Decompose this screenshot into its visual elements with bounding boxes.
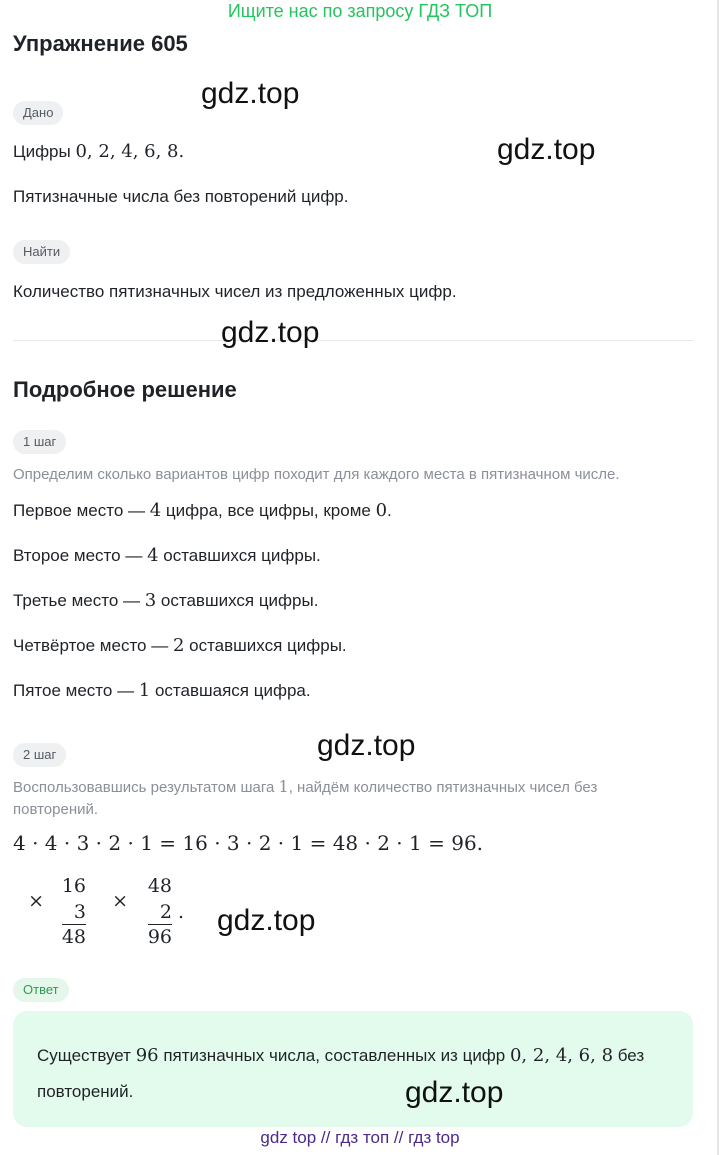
answer-part: без повторений. — [37, 1046, 645, 1101]
product: 48 — [61, 926, 86, 948]
line-text: . — [387, 501, 392, 520]
line-text: оставшихся цифры. — [156, 591, 319, 610]
line-number: 3 — [144, 590, 157, 611]
answer-number: 96 — [135, 1045, 159, 1066]
given-condition: Пятизначные числа без повторений цифр. — [13, 187, 349, 206]
multiplicand: 16 — [61, 875, 86, 897]
find-badge: Найти — [13, 240, 70, 264]
multiplicand: 48 — [147, 875, 172, 897]
product: 96 — [147, 926, 172, 948]
given-badge: Дано — [13, 101, 63, 125]
step1-line — [13, 589, 318, 613]
line-number: 0 — [375, 500, 388, 521]
step2-section — [13, 743, 66, 767]
given-digits — [13, 140, 184, 164]
step1-line — [13, 634, 347, 658]
column-multiplication-2 — [106, 870, 196, 950]
hint-number: 1 — [278, 777, 289, 796]
hint-text: Воспользовавшись результатом шага — [13, 779, 279, 796]
multiplier: 3 — [73, 901, 86, 923]
step1-line — [13, 679, 311, 703]
watermark: gdz.top — [405, 1076, 504, 1109]
line-text: Второе место — — [13, 546, 148, 565]
result-line — [148, 924, 172, 925]
find-section — [13, 240, 70, 264]
answer-text — [37, 1038, 677, 1110]
step1-line — [13, 499, 392, 523]
line-number: 4 — [147, 545, 159, 566]
step1-line — [13, 544, 321, 568]
column-multiplication-1 — [20, 870, 100, 950]
given-digits-label: Цифры — [13, 142, 76, 161]
find-text: Количество пятизначных чисел из предложенных цифр. — [13, 282, 457, 301]
multiply-sign: × — [112, 890, 128, 912]
section-divider — [13, 340, 693, 341]
answer-badge: Ответ — [13, 978, 69, 1002]
solution-title: Подробное решение — [13, 377, 237, 402]
product-equation: 4 · 4 · 3 · 2 · 1 = 16 · 3 · 2 · 1 = 48 · 2 · 1 = 96. — [13, 831, 484, 855]
line-number: 4 — [149, 500, 162, 521]
step1-badge: 1 шаг — [13, 430, 66, 454]
watermark: gdz.top — [497, 133, 596, 166]
answer-section — [13, 978, 69, 1002]
watermark: gdz.top — [201, 77, 300, 110]
exercise-title: Упражнение 605 — [13, 31, 188, 56]
given-digits-math: 0, 2, 4, 6, 8. — [75, 141, 185, 162]
line-text: Третье место — — [13, 591, 145, 610]
answer-digits: 0, 2, 4, 6, 8 — [509, 1045, 614, 1066]
multiplier: 2 — [159, 901, 172, 923]
watermark: gdz.top — [317, 729, 416, 762]
step2-hint — [13, 776, 673, 821]
step1-hint: Определим сколько вариантов цифр походит для каждого места в пятизначном числе. — [13, 466, 620, 483]
end-dot: . — [178, 901, 185, 923]
step2-badge: 2 шаг — [13, 743, 66, 767]
line-number: 2 — [172, 635, 185, 656]
watermark: gdz.top — [221, 316, 320, 349]
line-text: Четвёртое место — — [13, 636, 173, 655]
footer-links[interactable]: gdz top // гдз топ // гдз top — [260, 1128, 460, 1147]
line-text: оставшаяся цифра. — [150, 681, 311, 700]
top-banner: Ищите нас по запросу ГДЗ ТОП — [227, 1, 493, 21]
scroll-edge — [717, 0, 719, 1155]
given-section — [13, 101, 63, 125]
line-text: Пятое место — — [13, 681, 139, 700]
answer-part: Существует — [37, 1046, 136, 1065]
line-text: цифра, все цифры, кроме — [161, 501, 376, 520]
multiply-sign: × — [28, 890, 44, 912]
answer-part: пятизначных числа, составленных из цифр — [158, 1046, 510, 1065]
line-text: оставшихся цифры. — [158, 546, 321, 565]
hint-text: , найдём количество пятизначных чисел без повторений. — [13, 779, 598, 818]
line-number: 1 — [138, 680, 151, 701]
line-text: Первое место — — [13, 501, 150, 520]
result-line — [62, 924, 86, 925]
step1-section — [13, 430, 66, 454]
line-text: оставшихся цифры. — [184, 636, 347, 655]
watermark: gdz.top — [217, 904, 316, 937]
